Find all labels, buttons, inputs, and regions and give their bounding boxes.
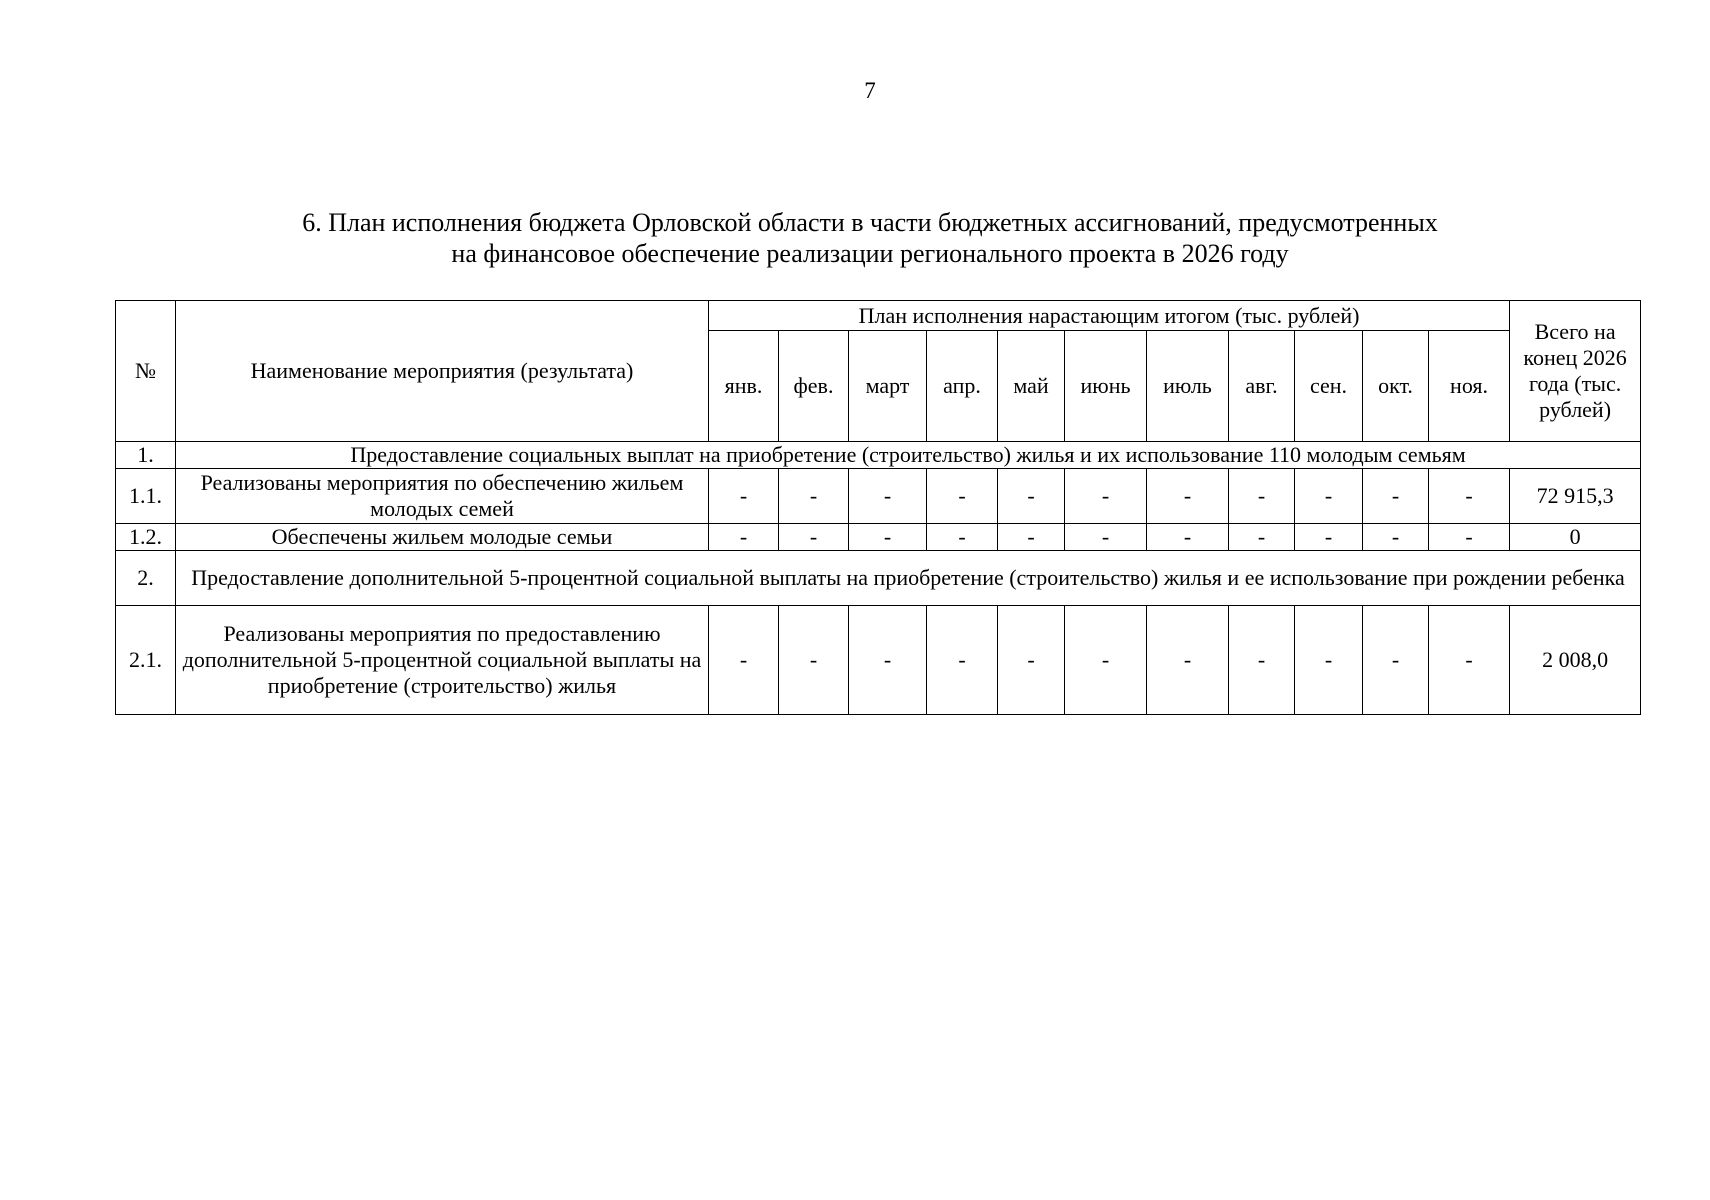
header-month: июнь <box>1065 331 1147 442</box>
month-value: - <box>927 524 998 551</box>
month-value: - <box>1429 469 1510 524</box>
month-value: - <box>1295 606 1363 715</box>
month-value: - <box>709 606 779 715</box>
header-month: ноя. <box>1429 331 1510 442</box>
month-value: - <box>779 469 849 524</box>
section-title: Предоставление социальных выплат на приобретение (строительство) жилья и их использование 110 молодым семьям <box>176 442 1641 469</box>
row-number: 2.1. <box>116 606 176 715</box>
month-value: - <box>1229 469 1295 524</box>
header-month: апр. <box>927 331 998 442</box>
header-month: янв. <box>709 331 779 442</box>
month-value: - <box>1229 606 1295 715</box>
header-name: Наименование мероприятия (результата) <box>176 301 709 442</box>
month-value: - <box>1065 606 1147 715</box>
month-value: - <box>1065 524 1147 551</box>
month-value: - <box>779 524 849 551</box>
section-number: 2. <box>116 551 176 606</box>
month-value: - <box>849 524 927 551</box>
budget-plan-table <box>115 300 1641 715</box>
table-row <box>116 606 1641 715</box>
header-total: Всего на конец 2026 года (тыс. рублей) <box>1510 301 1641 442</box>
month-value: - <box>1147 469 1229 524</box>
month-value: - <box>1147 524 1229 551</box>
header-month: июль <box>1147 331 1229 442</box>
month-value: - <box>779 606 849 715</box>
table-row <box>116 524 1641 551</box>
total-value: 72 915,3 <box>1510 469 1641 524</box>
month-value: - <box>709 469 779 524</box>
month-value: - <box>1363 524 1429 551</box>
month-value: - <box>709 524 779 551</box>
header-month: сен. <box>1295 331 1363 442</box>
month-value: - <box>1065 469 1147 524</box>
section-row <box>116 442 1641 469</box>
month-value: - <box>1295 524 1363 551</box>
header-month: май <box>998 331 1065 442</box>
row-name: Реализованы мероприятия по обеспечению жильем молодых семей <box>176 469 709 524</box>
header-month: окт. <box>1363 331 1429 442</box>
header-month: авг. <box>1229 331 1295 442</box>
title-line-2: на финансовое обеспечение реализации регионального проекта в 2026 году <box>451 239 1289 268</box>
section-title: Предоставление дополнительной 5-процентной социальной выплаты на приобретение (строительство) жилья и ее использование при рождении ребенка <box>176 551 1641 606</box>
row-number: 1.1. <box>116 469 176 524</box>
month-value: - <box>927 606 998 715</box>
month-value: - <box>998 606 1065 715</box>
month-value: - <box>1147 606 1229 715</box>
header-number: № <box>116 301 176 442</box>
month-value: - <box>1363 469 1429 524</box>
document-title <box>0 207 1710 269</box>
month-value: - <box>998 524 1065 551</box>
month-value: - <box>1229 524 1295 551</box>
section-row <box>116 551 1641 606</box>
table-row <box>116 469 1641 524</box>
header-month: фев. <box>779 331 849 442</box>
section-number: 1. <box>116 442 176 469</box>
row-name: Обеспечены жильем молодые семьи <box>176 524 709 551</box>
month-value: - <box>1429 606 1510 715</box>
month-value: - <box>849 606 927 715</box>
month-value: - <box>1295 469 1363 524</box>
month-value: - <box>927 469 998 524</box>
header-month: март <box>849 331 927 442</box>
title-line-1: 6. План исполнения бюджета Орловской области в части бюджетных ассигнований, предусмотренных <box>302 208 1438 237</box>
row-number: 1.2. <box>116 524 176 551</box>
header-plan-group: План исполнения нарастающим итогом (тыс. рублей) <box>709 301 1510 331</box>
month-value: - <box>1363 606 1429 715</box>
total-value: 2 008,0 <box>1510 606 1641 715</box>
month-value: - <box>849 469 927 524</box>
month-value: - <box>1429 524 1510 551</box>
month-value: - <box>998 469 1065 524</box>
row-name: Реализованы мероприятия по предоставлению дополнительной 5-процентной социальной выплаты на приобретение (строительство) жилья <box>176 606 709 715</box>
page-number: 7 <box>864 78 876 103</box>
total-value: 0 <box>1510 524 1641 551</box>
